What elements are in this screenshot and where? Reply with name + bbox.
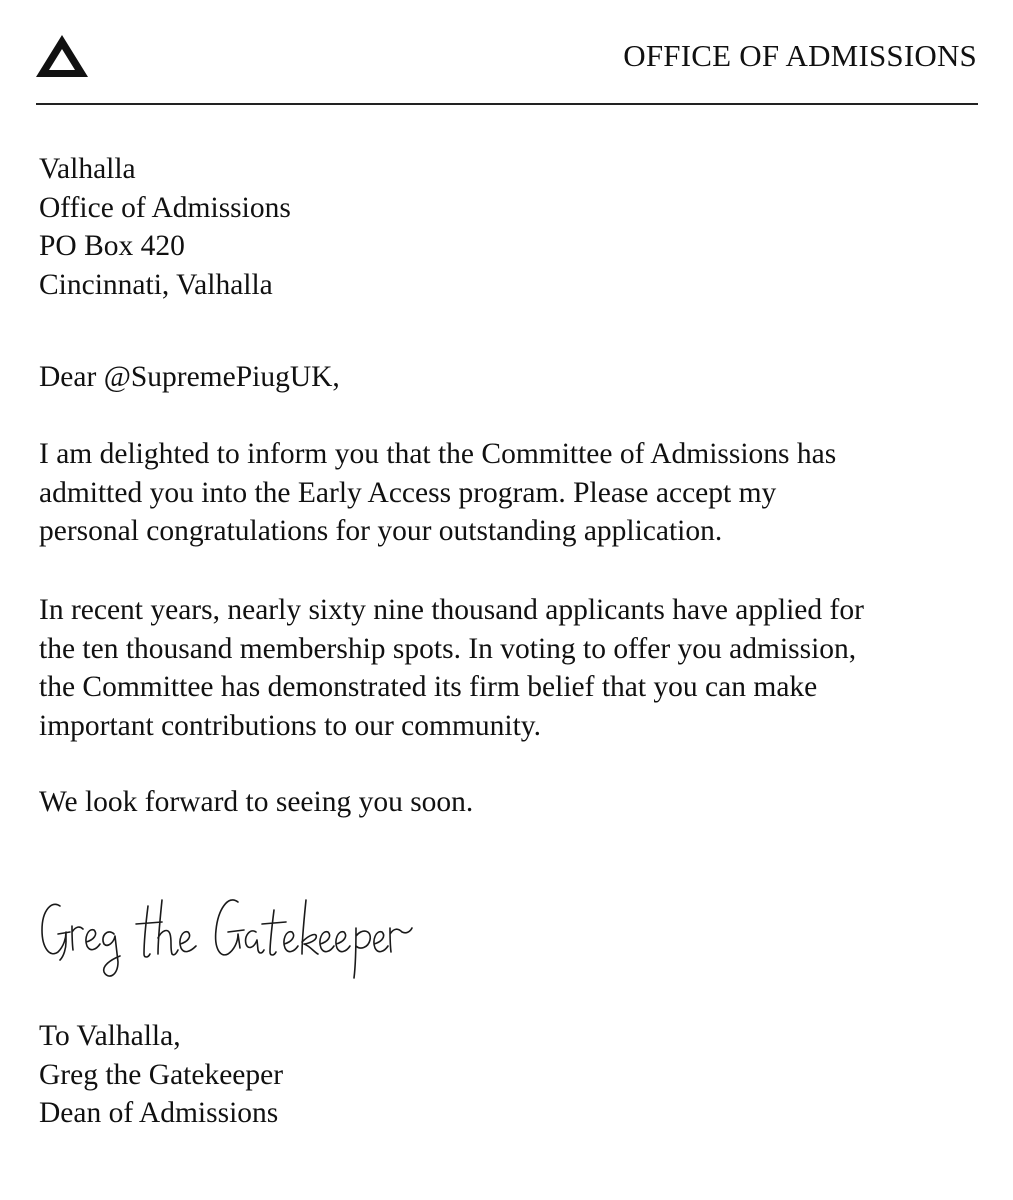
closing-line: To Valhalla, (39, 1020, 181, 1052)
paragraph-line: personal congratulations for your outstanding application. (39, 515, 723, 548)
address-block (39, 150, 989, 304)
signer-title: Dean of Admissions (39, 1097, 279, 1130)
paragraph-closing-remark: We look forward to seeing you soon. (39, 786, 474, 818)
paragraph-line: important contributions to our community. (39, 709, 541, 742)
paragraph-line: admitted you into the Early Access program. Please accept my (39, 476, 777, 509)
address-line: Cincinnati, Valhalla (39, 268, 273, 301)
triangle-logo-icon (34, 32, 90, 80)
signer-name: Greg the Gatekeeper (39, 1058, 284, 1091)
address-line: PO Box 420 (39, 230, 185, 263)
address-line: Office of Admissions (39, 191, 291, 224)
closing-block (39, 1017, 989, 1133)
paragraph-admission (39, 435, 989, 551)
paragraph-statistics (39, 591, 989, 745)
address-line: Valhalla (39, 153, 136, 185)
paragraph-line: I am delighted to inform you that the Committee of Admissions has (39, 438, 837, 470)
paragraph-line: In recent years, nearly sixty nine thousand applicants have applied for (39, 594, 864, 626)
header-divider (36, 103, 978, 105)
handwritten-signature (38, 886, 468, 986)
salutation: Dear @SupremePiugUK, (39, 361, 340, 393)
letterhead-title: OFFICE OF ADMISSIONS (623, 38, 977, 73)
paragraph-line: the Committee has demonstrated its firm belief that you can make (39, 671, 818, 704)
paragraph-line: the ten thousand membership spots. In voting to offer you admission, (39, 632, 857, 665)
